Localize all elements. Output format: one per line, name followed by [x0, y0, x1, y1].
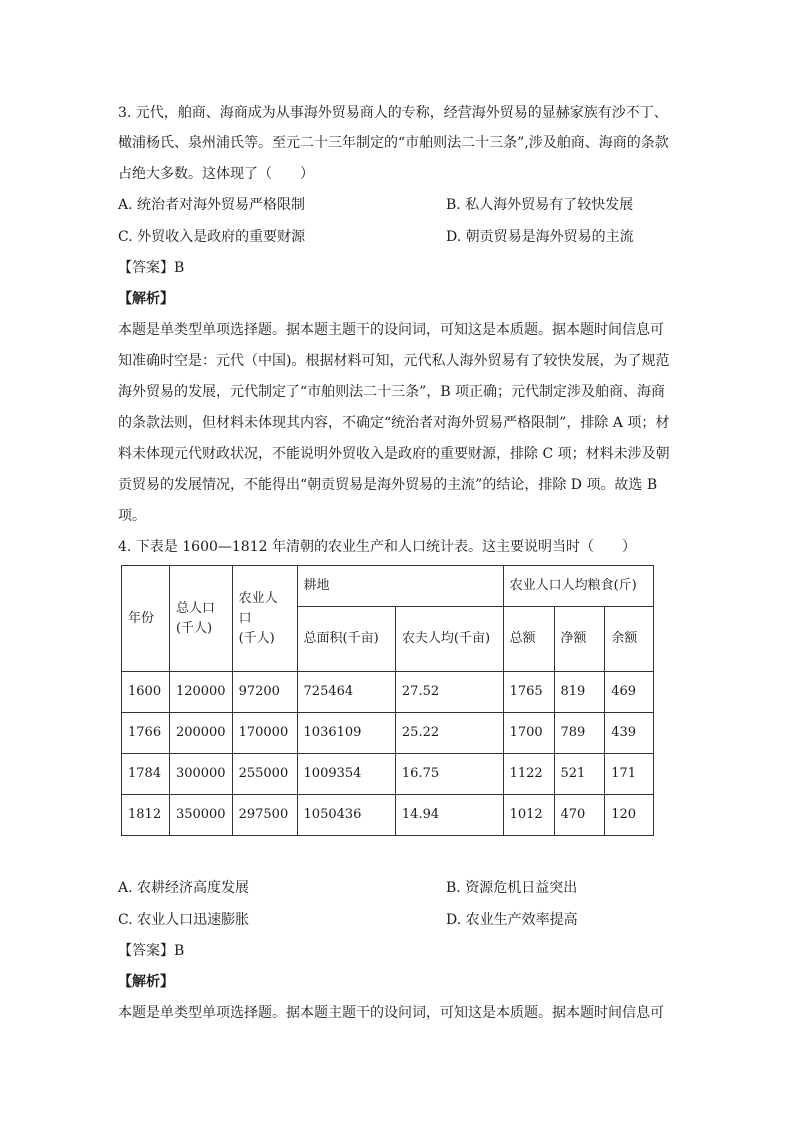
header-total-population: [169, 566, 232, 672]
q3-answer: 【答案】B: [118, 260, 185, 276]
cell-year: 1600: [122, 672, 170, 713]
q4-option-a: A. 农耕经济高度发展: [118, 880, 250, 896]
header-net: 净额: [554, 607, 605, 672]
cell-agricultural-population: 297500: [232, 795, 297, 836]
q3-analysis-heading: 【解析】: [118, 291, 174, 307]
cell-total-population: 120000: [169, 672, 232, 713]
cell-agricultural-population: 170000: [232, 713, 297, 754]
table-row: [122, 795, 654, 836]
header-agri-pop-line-2: 口: [238, 610, 252, 626]
q3-analysis-line-2: 知准确时空是：元代（中国)。根据材料可知，元代私人海外贸易有了较快发展，为了规范: [118, 353, 670, 369]
q3-analysis-line-7: 项。: [118, 508, 146, 524]
table-row: [122, 713, 654, 754]
q4-stem: 4. 下表是 1600—1812 年清朝的农业生产和人口统计表。这主要说明当时（ ）: [118, 539, 636, 555]
cell-net: 789: [554, 713, 605, 754]
q4-analysis-heading: 【解析】: [118, 974, 174, 990]
header-gross: 总额: [503, 607, 554, 672]
header-total-population-label: 总人口: [175, 600, 215, 616]
cell-gross: 1700: [503, 713, 554, 754]
q3-analysis-line-1: 本题是单类型单项选择题。据本题主题干的设问词，可知这是本质题。据本题时间信息可: [118, 322, 664, 338]
q4-option-b: B. 资源危机日益突出: [446, 880, 578, 896]
cell-per-farmer: 25.22: [395, 713, 503, 754]
cell-per-farmer: 16.75: [395, 754, 503, 795]
table-row: [122, 754, 654, 795]
cell-surplus: 171: [605, 754, 654, 795]
q3-option-c: C. 外贸收入是政府的重要财源: [118, 229, 306, 245]
q3-analysis-line-3: 海外贸易的发展，元代制定了“市舶则法二十三条”，B 项正确；元代制定涉及舶商、海商: [118, 384, 666, 400]
cell-total-population: 350000: [169, 795, 232, 836]
cell-net: 521: [554, 754, 605, 795]
cell-gross: 1012: [503, 795, 554, 836]
table-row: [122, 672, 654, 713]
q3-stem-line-1: 3. 元代，舶商、海商成为从事海外贸易商人的专称，经营海外贸易的显赫家族有沙不丁、: [118, 105, 668, 121]
cell-surplus: 120: [605, 795, 654, 836]
header-per-farmer: 农夫人均(千亩): [395, 607, 503, 672]
q3-analysis-line-6: 贡贸易的发展情况，不能得出“朝贡贸易是海外贸易的主流”的结论，排除 D 项。故选 B: [118, 477, 658, 493]
cell-gross: 1122: [503, 754, 554, 795]
q3-option-d: D. 朝贡贸易是海外贸易的主流: [446, 229, 634, 245]
q4-analysis-line-1: 本题是单类型单项选择题。据本题主题干的设问词，可知这是本质题。据本题时间信息可: [118, 1005, 664, 1021]
cell-agricultural-population: 97200: [232, 672, 297, 713]
cell-total-population: 300000: [169, 754, 232, 795]
q3-analysis-line-4: 的条款法则，但材料未体现其内容，不确定“统治者对海外贸易严格限制”，排除 A 项；材: [118, 415, 670, 431]
header-agri-pop-unit: (千人): [238, 630, 275, 646]
cell-surplus: 439: [605, 713, 654, 754]
header-year: 年份: [122, 566, 170, 672]
cell-year: 1766: [122, 713, 170, 754]
q3-analysis-line-5: 料未体现元代财政状况，不能说明外贸收入是政府的重要财源，排除 C 项；材料未涉及朝: [118, 446, 670, 462]
q4-answer: 【答案】B: [118, 943, 185, 959]
header-total-population-unit: (千人): [175, 620, 213, 636]
header-farmland: 耕地: [297, 566, 503, 607]
statistics-table: [121, 565, 654, 836]
cell-per-farmer: 27.52: [395, 672, 503, 713]
cell-net: 470: [554, 795, 605, 836]
header-agricultural-population: [232, 566, 297, 672]
q3-stem-line-2: 橄浦杨氏、泉州浦氏等。至元二十三年制定的“市舶则法二十三条”,涉及舶商、海商的条款: [118, 135, 669, 151]
cell-total-area: 1050436: [297, 795, 395, 836]
cell-total-area: 1036109: [297, 713, 395, 754]
header-surplus: 余额: [605, 607, 654, 672]
header-total-area: 总面积(千亩): [297, 607, 395, 672]
cell-gross: 1765: [503, 672, 554, 713]
q3-option-a: A. 统治者对海外贸易严格限制: [118, 197, 306, 213]
cell-total-area: 1009354: [297, 754, 395, 795]
cell-total-area: 725464: [297, 672, 395, 713]
cell-agricultural-population: 255000: [232, 754, 297, 795]
cell-year: 1812: [122, 795, 170, 836]
q3-option-b: B. 私人海外贸易有了较快发展: [446, 197, 634, 213]
table-header-row: [122, 566, 654, 607]
q3-stem-line-3: 占绝大多数。这体现了（ ）: [118, 166, 314, 182]
header-grain-per-capita: 农业人口人均粮食(斤): [503, 566, 653, 607]
q4-option-c: C. 农业人口迅速膨胀: [118, 912, 250, 928]
header-agri-pop-line-1: 农业人: [238, 590, 278, 606]
cell-year: 1784: [122, 754, 170, 795]
q4-option-d: D. 农业生产效率提高: [446, 912, 578, 928]
cell-net: 819: [554, 672, 605, 713]
cell-surplus: 469: [605, 672, 654, 713]
cell-per-farmer: 14.94: [395, 795, 503, 836]
cell-total-population: 200000: [169, 713, 232, 754]
